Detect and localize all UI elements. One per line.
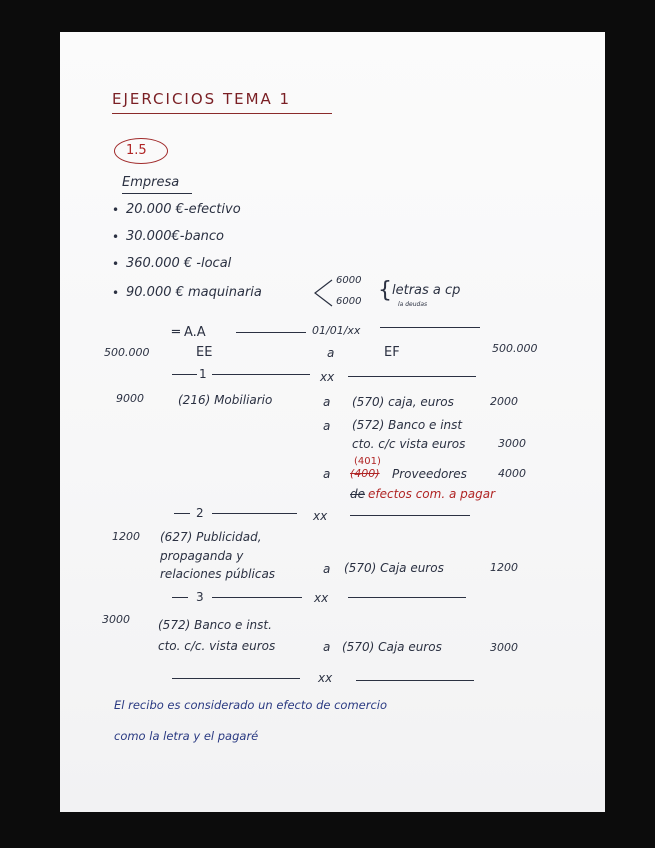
bullet-dot: • [112,257,120,271]
entry-1-a: a [323,419,331,433]
entry-2-credit-account: (570) Caja euros [344,561,444,575]
divider-line [380,327,480,328]
entry-1-credit-account-line2: efectos com. a pagar [368,487,496,501]
entry-1-prefix-old: de [350,487,365,501]
entry-3-debit-line: (572) Banco e inst. [158,618,272,632]
company-heading: Empresa [122,175,180,190]
entry-1-credit-amount: 4000 [498,467,526,480]
entry-1-code-new: (401) [354,456,381,467]
entry-1-credit-account: Proveedores [392,467,467,481]
entry-aa-debit: EE [196,345,213,360]
bullet-item: 20.000 €-efectivo [126,202,241,217]
entry-3-credit-account: (570) Caja euros [342,640,442,654]
split-bottom-amount: 6000 [336,296,362,307]
bullet-item: 30.000€-banco [126,229,225,244]
letras-subtext: la deudas [398,301,428,308]
entry-1-credit-account-line2: cto. c/c vista euros [352,437,466,451]
entry-1-sep: xx [320,370,335,384]
company-underline [122,193,192,194]
divider-line [172,678,300,679]
entry-1-a: a [323,467,331,481]
entry-1-credit-amount: 3000 [498,437,526,450]
entry-1-a: a [323,395,331,409]
exercise-number: 1.5 [126,143,147,158]
split-top-amount: 6000 [336,275,362,286]
divider-line [172,597,188,598]
entry-aa-amount-right: 500.000 [492,342,538,355]
note-line: como la letra y el pagaré [114,729,259,743]
letras-text: letras a cp [392,283,461,298]
entry-aa-date: 01/01/xx [312,324,361,337]
entry-3-debit-amount: 3000 [102,613,130,626]
divider-line [236,332,306,333]
divider-line [350,515,470,516]
bullet-item: 360.000 € -local [126,256,232,271]
note-line: El recibo es considerado un efecto de comercio [114,698,388,712]
entry-1-debit-amount: 9000 [116,392,144,405]
divider-line [212,597,302,598]
entry-2-number: 2 [196,506,204,520]
split-bracket-icon [312,278,334,308]
divider-line [356,680,474,681]
entry-1-debit-account: (216) Mobiliario [178,393,273,407]
brace-symbol: { [378,278,392,303]
entry-1-credit-amount: 2000 [490,395,518,408]
entry-3-debit-line: cto. c/c. vista euros [158,639,276,653]
entry-1-credit-account: (570) caja, euros [352,395,454,409]
entry-aa-amount-left: 500.000 [104,346,150,359]
divider-line [212,374,310,375]
divider-line [348,376,476,377]
entry-2-debit-line: relaciones públicas [160,567,276,581]
bullet-dot: • [112,203,120,217]
entry-2-credit-amount: 1200 [490,561,518,574]
page-title: EJERCICIOS TEMA 1 [112,90,292,108]
entry-2-debit-line: propaganda y [160,549,244,563]
entry-1-code-old: (400) [350,467,380,480]
divider-line [172,374,197,375]
entry-3-number: 3 [196,590,204,604]
divider-line [174,513,190,514]
closing-sep: xx [318,671,333,685]
entry-aa-credit: EF [384,345,400,360]
entry-aa-label: ═ A.A [172,325,206,340]
title-underline [112,113,332,114]
entry-3-a: a [323,640,331,654]
entry-2-a: a [323,562,331,576]
divider-line [348,597,466,598]
bullet-item: 90.000 € maquinaria [126,285,262,300]
divider-line [212,513,297,514]
entry-aa-a: a [327,346,335,360]
entry-3-credit-amount: 3000 [490,641,518,654]
bullet-dot: • [112,286,120,300]
entry-2-debit-line: (627) Publicidad, [160,530,262,544]
entry-2-sep: xx [313,509,328,523]
entry-1-credit-account: (572) Banco e inst [352,418,463,432]
entry-2-debit-amount: 1200 [112,530,140,543]
entry-3-sep: xx [314,591,329,605]
entry-1-number: 1 [199,367,207,381]
bullet-dot: • [112,230,120,244]
